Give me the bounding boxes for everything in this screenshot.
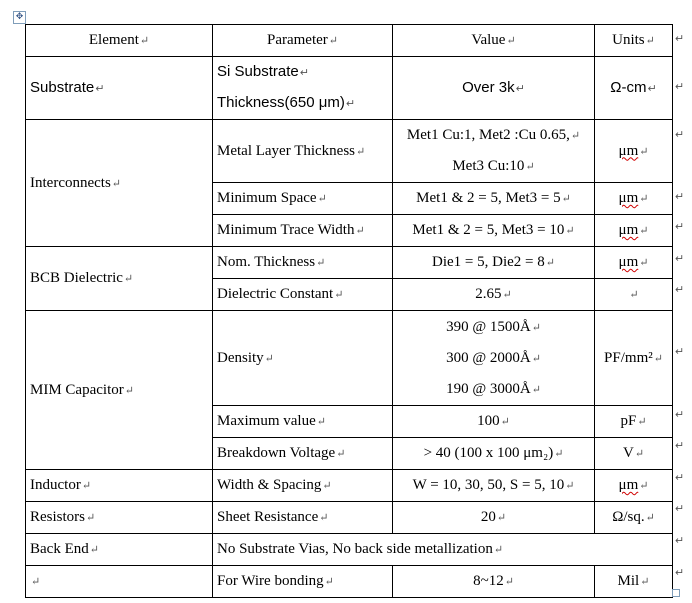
cell-resistors-value: 20↵ [393, 502, 595, 534]
end-of-row-mark: ↵ [675, 81, 685, 93]
table-row-bcb-thickness [26, 247, 673, 279]
spec-table [25, 24, 673, 598]
end-of-row-mark: ↵ [675, 472, 685, 484]
cell-breakdown-value: > 40 (100 x 100 μm₂)↵ [393, 438, 595, 470]
cell-wirebond-parameter: For Wire bonding↵ [213, 566, 393, 598]
table-row-substrate [26, 57, 673, 120]
cell-density-units: PF/mm²↵ [595, 311, 673, 406]
cell-constant-parameter: Dielectric Constant↵ [213, 279, 393, 311]
cell-substrate-value: Over 3k↵ [393, 57, 595, 120]
end-of-row-mark: ↵ [675, 503, 685, 515]
end-of-row-mark: ↵ [675, 567, 685, 579]
end-of-row-mark: ↵ [675, 535, 685, 547]
table-row-resistors [26, 502, 673, 534]
cell-metal-parameter: Metal Layer Thickness↵ [213, 120, 393, 183]
cell-wirebond-element: ↵ [26, 566, 213, 598]
header-units: Units↵ [595, 25, 673, 57]
cell-inductor-units: μm↵ [595, 470, 673, 502]
cell-constant-value: 2.65↵ [393, 279, 595, 311]
cell-inductor-value: W = 10, 30, 50, S = 5, 10↵ [393, 470, 595, 502]
end-of-row-mark: ↵ [675, 440, 685, 452]
cell-max-units: pF↵ [595, 406, 673, 438]
cell-backend-element: Back End↵ [26, 534, 213, 566]
cell-bcb-element: BCB Dielectric↵ [26, 247, 213, 311]
header-element: Element↵ [26, 25, 213, 57]
cell-space-value: Met1 & 2 = 5, Met3 = 5↵ [393, 183, 595, 215]
end-of-row-mark: ↵ [675, 129, 685, 141]
cell-substrate-units: Ω-cm↵ [595, 57, 673, 120]
cell-max-value: 100↵ [393, 406, 595, 438]
cell-space-units: μm↵ [595, 183, 673, 215]
cell-inductor-parameter: Width & Spacing↵ [213, 470, 393, 502]
cell-max-parameter: Maximum value↵ [213, 406, 393, 438]
cell-trace-value: Met1 & 2 = 5, Met3 = 10↵ [393, 215, 595, 247]
cell-trace-parameter: Minimum Trace Width↵ [213, 215, 393, 247]
end-of-row-mark: ↵ [675, 33, 685, 45]
cell-breakdown-units: V↵ [595, 438, 673, 470]
table-resize-handle[interactable] [672, 589, 680, 597]
cell-breakdown-parameter: Breakdown Voltage↵ [213, 438, 393, 470]
table-header-row [26, 25, 673, 57]
cell-substrate-element: Substrate↵ [26, 57, 213, 120]
cell-density-parameter: Density↵ [213, 311, 393, 406]
header-value: Value↵ [393, 25, 595, 57]
cell-mim-element: MIM Capacitor↵ [26, 311, 213, 470]
cell-trace-units: μm↵ [595, 215, 673, 247]
end-of-row-mark: ↵ [675, 191, 685, 203]
cell-resistors-units: Ω/sq.↵ [595, 502, 673, 534]
end-of-row-mark: ↵ [675, 346, 685, 358]
cell-density-value: 390 @ 1500Å↵ 300 @ 2000Å↵ 190 @ 3000Å↵ [393, 311, 595, 406]
cell-backend-note: No Substrate Vias, No back side metallization↵ [213, 534, 673, 566]
end-of-row-mark: ↵ [675, 284, 685, 296]
cell-resistors-element: Resistors↵ [26, 502, 213, 534]
cell-wirebond-value: 8~12↵ [393, 566, 595, 598]
cell-space-parameter: Minimum Space↵ [213, 183, 393, 215]
cell-inductor-element: Inductor↵ [26, 470, 213, 502]
table-row-metal-thickness [26, 120, 673, 183]
cell-metal-value: Met1 Cu:1, Met2 :Cu 0.65,↵ Met3 Cu:10↵ [393, 120, 595, 183]
cell-bcb-thickness-units: μm↵ [595, 247, 673, 279]
cell-substrate-parameter: Si Substrate↵ Thickness(650 μm)↵ [213, 57, 393, 120]
cell-interconnects-element: Interconnects↵ [26, 120, 213, 247]
table-row-mim-density [26, 311, 673, 406]
table-row-wire-bonding [26, 566, 673, 598]
end-of-row-mark: ↵ [675, 253, 685, 265]
table-row-inductor [26, 470, 673, 502]
table-row-back-end [26, 534, 673, 566]
cell-metal-units: μm↵ [595, 120, 673, 183]
end-of-row-mark: ↵ [675, 409, 685, 421]
cell-wirebond-units: Mil↵ [595, 566, 673, 598]
cell-resistors-parameter: Sheet Resistance↵ [213, 502, 393, 534]
cell-bcb-thickness-value: Die1 = 5, Die2 = 8↵ [393, 247, 595, 279]
end-of-row-mark: ↵ [675, 221, 685, 233]
header-parameter: Parameter↵ [213, 25, 393, 57]
cell-bcb-thickness-parameter: Nom. Thickness↵ [213, 247, 393, 279]
cell-constant-units: ↵ [595, 279, 673, 311]
table-move-handle-icon[interactable]: ✥ [13, 11, 26, 24]
